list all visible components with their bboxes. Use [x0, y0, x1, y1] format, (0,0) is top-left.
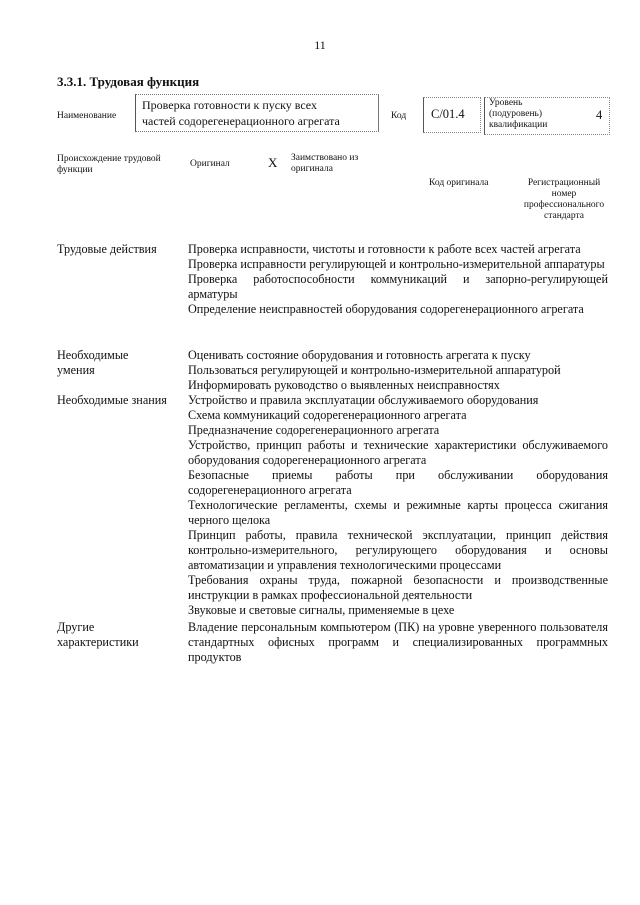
section-title: 3.3.1. Трудовая функция [57, 74, 200, 89]
reg-line-1: Регистрационный [527, 178, 601, 188]
borrowed-label [291, 153, 358, 175]
borrowed-label-line-2: оригинала [291, 164, 333, 174]
other-label [57, 620, 139, 650]
page-number: 11 [314, 38, 326, 52]
other-label-line-2: характеристики [57, 635, 139, 649]
original-label: Оригинал [190, 159, 230, 169]
code-value: C/01.4 [431, 107, 465, 121]
original-mark: X [268, 155, 278, 170]
list-item: Требования охраны труда, пожарной безопасности и производственные инструкции в рамках профессиональной деятельности [188, 573, 608, 602]
reg-number-label [514, 178, 614, 222]
list-item: Устройство, принцип работы и технические характеристики обслуживаемого оборудования содорегенерационного агрегата [188, 438, 608, 467]
list-item: Определение неисправностей оборудования содорегенерационного агрегата [188, 302, 584, 316]
actions-label: Трудовые действия [57, 242, 157, 256]
other-list [188, 620, 608, 665]
knowledge-list [188, 393, 608, 618]
list-item: Устройство и правила эксплуатации обслуживаемого оборудования [188, 393, 539, 407]
skills-label-line-1: Необходимые [57, 348, 129, 362]
list-item: Проверка работоспособности коммуникаций и запорно-регулирующей арматуры [188, 272, 608, 301]
knowledge-label: Необходимые знания [57, 393, 167, 407]
reg-line-4: стандарта [544, 211, 584, 221]
list-item: Технологические регламенты, схемы и режимные карты процесса сжигания черного щелока [188, 498, 608, 527]
list-item: Принцип работы, правила технической эксплуатации, принцип действия контрольно-измерительного, регулирующего оборудования и основы автоматизации и управления технологическими процессами [188, 528, 608, 572]
origin-label [57, 154, 161, 176]
list-item: Схема коммуникаций содорегенерационного агрегата [188, 408, 467, 422]
level-label-line-3: квалификации [489, 120, 548, 130]
function-name-line-1: Проверка готовности к пуску всех [142, 98, 317, 112]
reg-line-2: номер [551, 189, 577, 199]
actions-list [188, 242, 608, 317]
other-label-line-1: Другие [57, 620, 95, 634]
name-label: Наименование [57, 111, 117, 121]
level-label [489, 98, 547, 131]
skills-list [188, 348, 608, 393]
level-label-line-1: Уровень [489, 98, 523, 108]
reg-line-3: профессионального [523, 200, 605, 210]
list-item: Оценивать состояние оборудования и готовность агрегата к пуску [188, 348, 531, 362]
code-original-label: Код оригинала [429, 178, 489, 188]
list-item: Безопасные приемы работы при обслуживании оборудования содорегенерационного агрегата [188, 468, 608, 497]
list-item: Проверка исправности, чистоты и готовности к работе всех частей агрегата [188, 242, 581, 256]
skills-label-line-2: умения [57, 363, 95, 377]
level-value: 4 [596, 108, 603, 122]
list-item: Предназначение содорегенерационного агрегата [188, 423, 440, 437]
borrowed-label-line-1: Заимствовано из [291, 153, 359, 163]
code-label: Код [391, 111, 407, 121]
list-item: Звуковые и световые сигналы, применяемые в цехе [188, 603, 455, 617]
list-item: Владение персональным компьютером (ПК) на уровне уверенного пользователя стандартных офисных программ и специализированных программных продуктов [188, 620, 608, 664]
level-label-line-2: (подуровень) [489, 109, 543, 119]
list-item: Пользоваться регулирующей и контрольно-измерительной аппаратурой [188, 363, 561, 377]
list-item: Проверка исправности регулирующей и контрольно-измерительной аппаратуры [188, 257, 605, 271]
skills-label [57, 348, 128, 378]
list-item: Информировать руководство о выявленных неисправностях [188, 378, 500, 392]
function-name [142, 97, 374, 129]
function-name-line-2: частей содорегенерационного агрегата [142, 114, 340, 128]
origin-label-line-1: Происхождение трудовой [57, 154, 161, 164]
origin-label-line-2: функции [57, 165, 93, 175]
